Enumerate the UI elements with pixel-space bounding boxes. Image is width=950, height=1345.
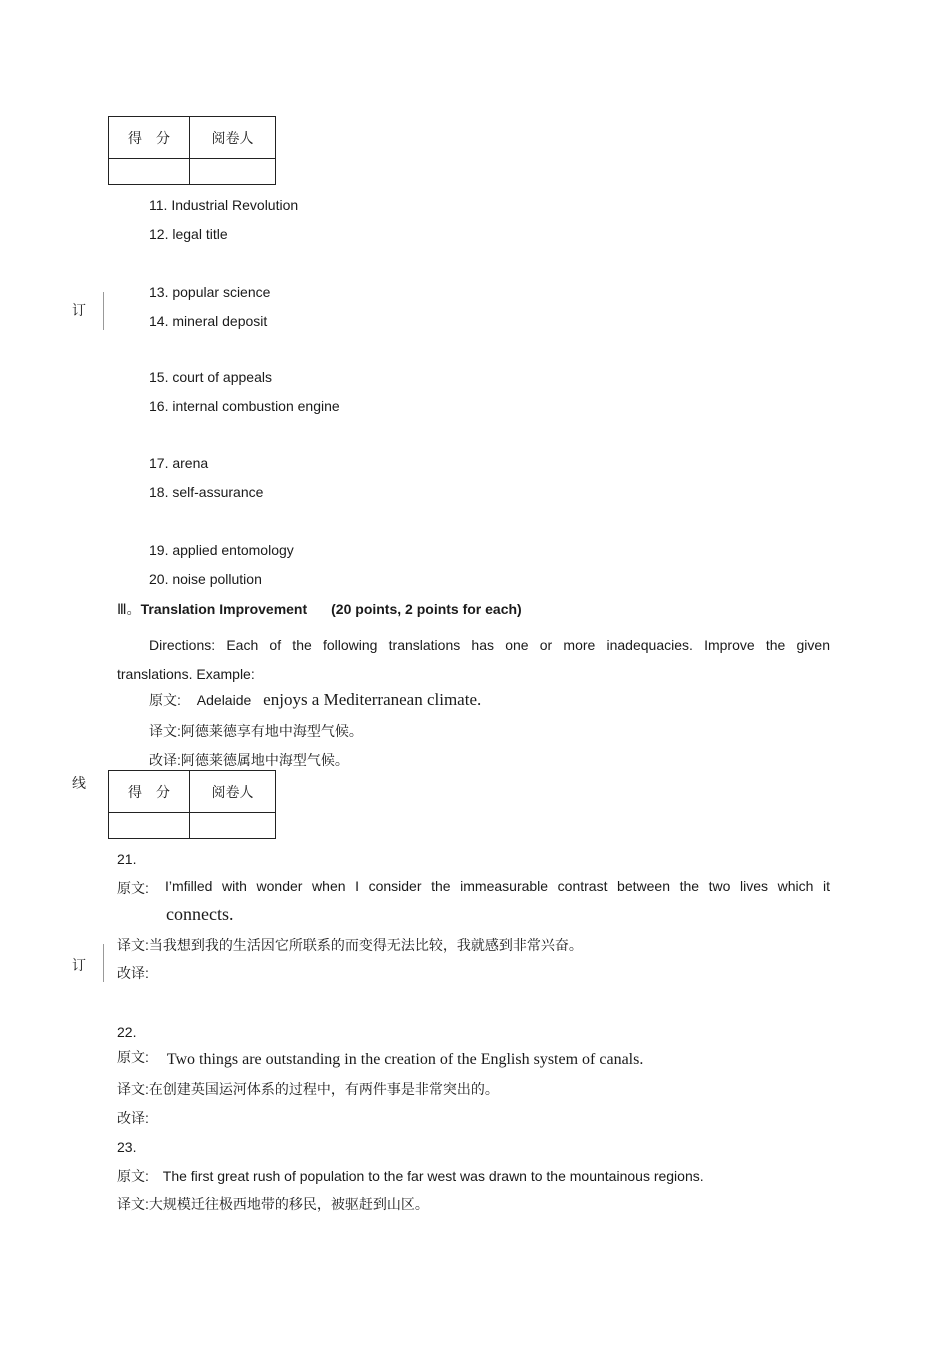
binding-line-1 <box>103 292 104 330</box>
score-cell[interactable] <box>109 159 190 185</box>
score-header: 得 分 <box>109 117 190 159</box>
q21-orig-line1: I’mfilled with wonder when I consider the immeasurable contrast between the two lives which it <box>165 878 830 894</box>
vocab-item-17: 17. arena <box>149 455 209 471</box>
example-original <box>149 690 481 710</box>
q21-orig-line2: connects. <box>166 904 234 924</box>
grader-header: 阅卷人 <box>190 117 276 159</box>
vocab-item-19: 19. applied entomology <box>149 542 294 558</box>
score-table-top <box>108 116 276 185</box>
score-header: 得 分 <box>109 771 190 813</box>
vocab-item-13: 13. popular science <box>149 284 271 300</box>
directions-line-2: translations. Example: <box>117 666 255 682</box>
vocab-item-11: 11. Industrial Revolution <box>149 197 299 213</box>
q21-translation <box>117 935 583 955</box>
binding-line-2 <box>103 944 104 982</box>
example-trans-text: 阿德莱德享有地中海型气候。 <box>180 723 363 739</box>
grader-cell[interactable] <box>190 813 276 839</box>
q22-improved-label: 改译: <box>117 1110 149 1126</box>
q22-trans-label: 译文: <box>117 1081 149 1097</box>
example-orig-text-b: enjoys a Mediterranean climate. <box>263 690 482 709</box>
score-cell[interactable] <box>109 813 190 839</box>
q22-orig-text: Two things are outstanding in the creation of the English system of canals. <box>166 1051 644 1068</box>
section-points: (20 points, 2 points for each) <box>331 601 522 617</box>
example-orig-label: 原文: <box>149 692 181 708</box>
q21-number: 21. <box>117 851 137 867</box>
q21-improved-label: 改译: <box>117 965 149 981</box>
q23-number: 23. <box>117 1139 137 1155</box>
q23-trans-text: 大规模迁往极西地带的移民，被驱赶到山区。 <box>148 1196 429 1212</box>
q23-trans-label: 译文: <box>117 1196 149 1212</box>
q21-orig-label: 原文: <box>117 880 149 896</box>
grader-header: 阅卷人 <box>190 771 276 813</box>
example-orig-text-a: Adelaide <box>196 692 252 708</box>
example-improved <box>149 750 349 770</box>
section-heading <box>117 599 522 619</box>
q22-orig-label: 原文: <box>117 1049 149 1065</box>
binding-mark-xian: 线 <box>72 775 86 791</box>
example-improved-label: 改译: <box>149 752 181 768</box>
score-table-bottom <box>108 770 276 839</box>
q22-original <box>117 1047 643 1069</box>
q23-original <box>117 1166 704 1186</box>
binding-mark-ding-2: 订 <box>72 957 86 973</box>
q22-translation <box>117 1079 499 1099</box>
q22-number: 22. <box>117 1024 137 1040</box>
q23-orig-text: The first great rush of population to the far west was drawn to the mountainous regions. <box>162 1168 704 1184</box>
vocab-item-20: 20. noise pollution <box>149 571 262 587</box>
q21-trans-text: 当我想到我的生活因它所联系的而变得无法比较，我就感到非常兴奋。 <box>148 937 583 953</box>
q23-translation <box>117 1194 429 1214</box>
q23-orig-label: 原文: <box>117 1168 149 1184</box>
section-title: Translation Improvement <box>140 601 308 617</box>
vocab-item-18: 18. self-assurance <box>149 484 264 500</box>
example-improved-text: 阿德莱德属地中海型气候。 <box>180 752 349 768</box>
section-numeral: Ⅲ。 <box>117 601 141 617</box>
example-trans-label: 译文: <box>149 723 181 739</box>
vocab-item-16: 16. internal combustion engine <box>149 398 340 414</box>
grader-cell[interactable] <box>190 159 276 185</box>
vocab-item-15: 15. court of appeals <box>149 369 272 385</box>
vocab-item-14: 14. mineral deposit <box>149 313 268 329</box>
directions-line-1: Directions: Each of the following translations has one or more inadequacies. Improve the given <box>149 637 830 653</box>
binding-mark-ding-1: 订 <box>72 302 86 318</box>
q22-trans-text: 在创建英国运河体系的过程中，有两件事是非常突出的。 <box>148 1081 499 1097</box>
q21-trans-label: 译文: <box>117 937 149 953</box>
vocab-item-12: 12. legal title <box>149 226 228 242</box>
example-translation <box>149 721 363 741</box>
